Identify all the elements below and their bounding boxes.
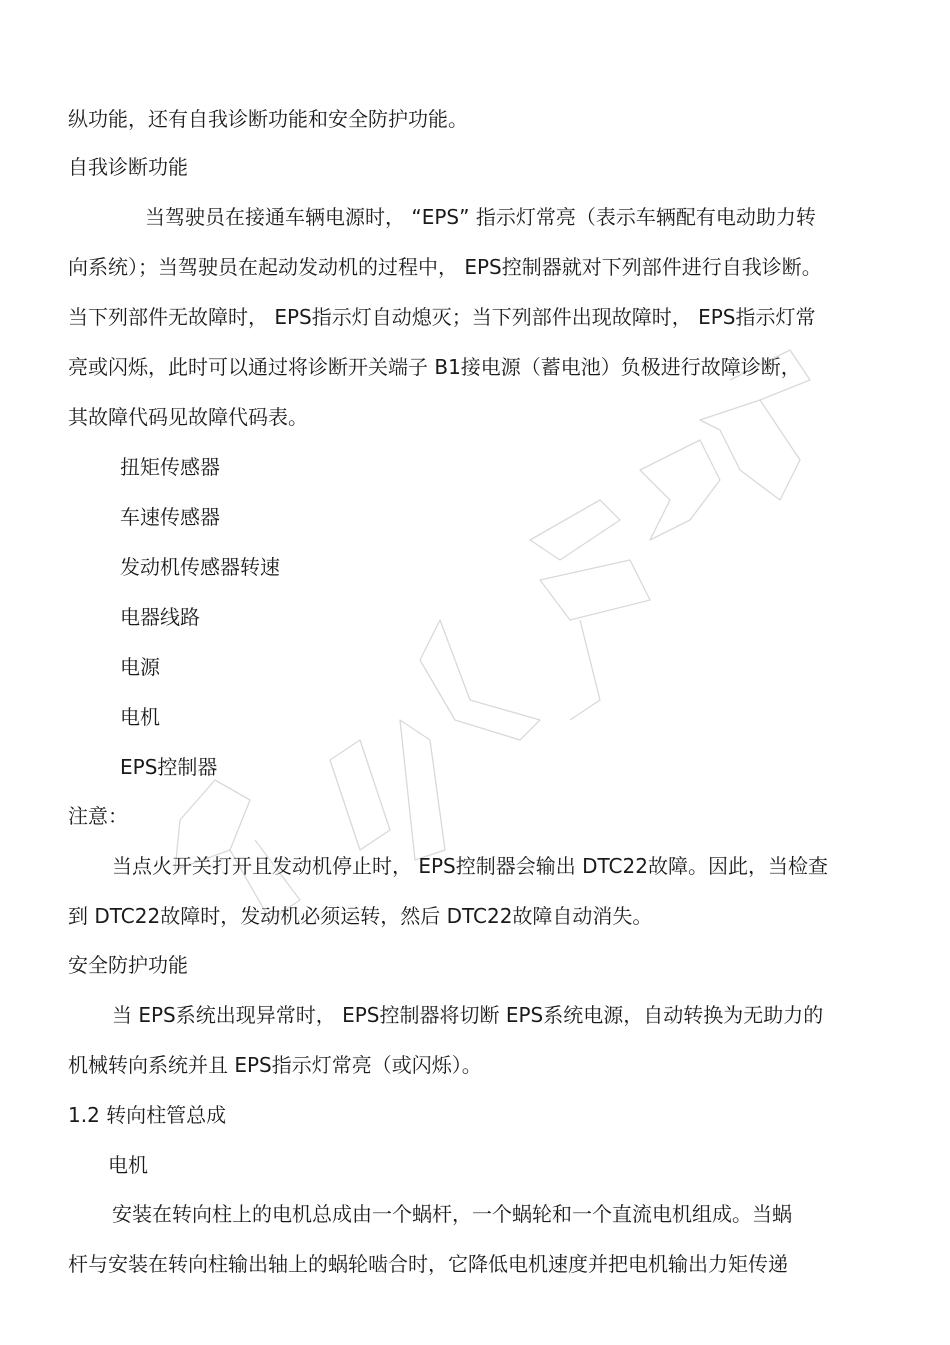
note-label: 注意： — [68, 804, 128, 828]
list-item: 扭矩传感器 — [120, 455, 220, 479]
text-line: 向系统）；当驾驶员在起动发动机的过程中， EPS控制器就对下列部件进行自我诊断。 — [68, 255, 822, 279]
section-heading: 自我诊断功能 — [68, 155, 188, 179]
text-line: 机械转向系统并且 EPS指示灯常亮（或闪烁）。 — [68, 1053, 482, 1077]
section-heading: 安全防护功能 — [68, 953, 188, 977]
list-item: 发动机传感器转速 — [120, 555, 280, 579]
text-line: 安装在转向柱上的电机总成由一个蜗杆，一个蜗轮和一个直流电机组成。当蜗 — [112, 1202, 792, 1226]
text-line: 当下列部件无故障时， EPS指示灯自动熄灭；当下列部件出现故障时， EPS指示灯常 — [68, 305, 816, 329]
text-line: 当驾驶员在接通车辆电源时， “EPS” 指示灯常亮（表示车辆配有电动助力转 — [145, 205, 816, 229]
list-item: 电机 — [120, 705, 160, 729]
list-item: 电源 — [120, 655, 160, 679]
text-line: 纵功能，还有自我诊断功能和安全防护功能。 — [68, 107, 468, 131]
subheading: 电机 — [108, 1153, 148, 1177]
text-line: 亮或闪烁，此时可以通过将诊断开关端子 B1接电源（蓄电池）负极进行故障诊断， — [68, 355, 801, 379]
list-item: 车速传感器 — [120, 505, 220, 529]
text-line: 当点火开关打开且发动机停止时， EPS控制器会输出 DTC22故障。因此，当检查 — [112, 854, 828, 878]
text-line: 杆与安装在转向柱输出轴上的蜗轮啮合时，它降低电机速度并把电机输出力矩传递 — [68, 1252, 788, 1276]
text-line: 其故障代码见故障代码表。 — [68, 405, 308, 429]
text-line: 当 EPS系统出现异常时， EPS控制器将切断 EPS系统电源，自动转换为无助力的 — [112, 1003, 824, 1027]
text-line: 到 DTC22故障时，发动机必须运转，然后 DTC22故障自动消失。 — [68, 904, 653, 928]
list-item: 电器线路 — [120, 605, 200, 629]
list-item: EPS控制器 — [120, 755, 218, 779]
section-heading: 1.2 转向柱管总成 — [68, 1103, 227, 1127]
